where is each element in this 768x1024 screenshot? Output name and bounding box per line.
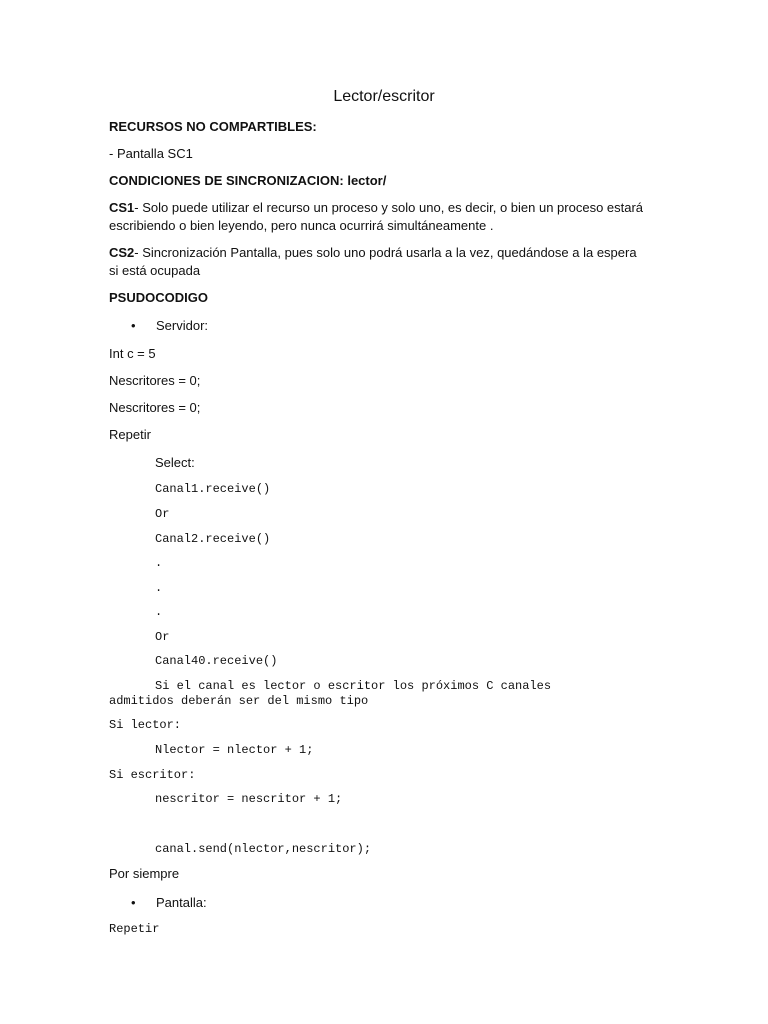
servidor-label: Servidor:: [156, 318, 209, 333]
code-line: Repetir: [109, 427, 151, 442]
code-line: Nlector = nlector + 1;: [155, 743, 314, 757]
code-line: Repetir: [109, 922, 160, 936]
por-siempre-line: Por siempre: [109, 866, 180, 881]
bullet-icon: •: [131, 318, 136, 333]
cs2-text: - Sincronización Pantalla, pues solo uno podrá usarla a la vez, quedándose a la espera si está ocupada: [109, 245, 637, 278]
code-line: canal.send(nlector,nescritor);: [155, 842, 372, 856]
code-line: Or: [155, 507, 170, 521]
bullet-icon: •: [131, 895, 136, 910]
code-line: Si el canal es lector o escritor los próximos C canales: [155, 679, 552, 693]
code-line: Canal40.receive(): [155, 654, 278, 668]
cs1-paragraph: [109, 199, 649, 235]
cs2-paragraph: [109, 244, 649, 280]
code-line: .: [155, 581, 163, 595]
cs1-text: - Solo puede utilizar el recurso un proceso y solo uno, es decir, o bien un proceso estará escribiendo o bien leyendo, pero nunca ocurrirá simultáneamente .: [109, 200, 644, 233]
condiciones-heading: CONDICIONES DE SINCRONIZACION: lector/: [109, 173, 387, 188]
document-title: Lector/escritor: [333, 88, 435, 105]
code-line: Or: [155, 630, 170, 644]
code-line: .: [155, 605, 163, 619]
cs1-label: CS1: [109, 200, 135, 215]
code-line: Int c = 5: [109, 346, 156, 361]
recurso-item: - Pantalla SC1: [109, 146, 193, 161]
code-line: nescritor = nescritor + 1;: [155, 792, 343, 806]
cs2-label: CS2: [109, 245, 135, 260]
code-line: Nescritores = 0;: [109, 373, 201, 388]
pseudocode-heading: PSUDOCODIGO: [109, 290, 208, 305]
code-line: Si lector:: [109, 718, 182, 732]
code-line: Select:: [155, 455, 195, 470]
code-line: Canal1.receive(): [155, 482, 271, 496]
code-line: .: [155, 556, 163, 570]
recursos-heading: RECURSOS NO COMPARTIBLES:: [109, 119, 317, 134]
code-line: admitidos deberán ser del mismo tipo: [109, 694, 369, 708]
pantalla-label: Pantalla:: [156, 895, 207, 910]
code-line: Si escritor:: [109, 768, 196, 782]
code-line: Canal2.receive(): [155, 532, 271, 546]
code-line: Nescritores = 0;: [109, 400, 201, 415]
